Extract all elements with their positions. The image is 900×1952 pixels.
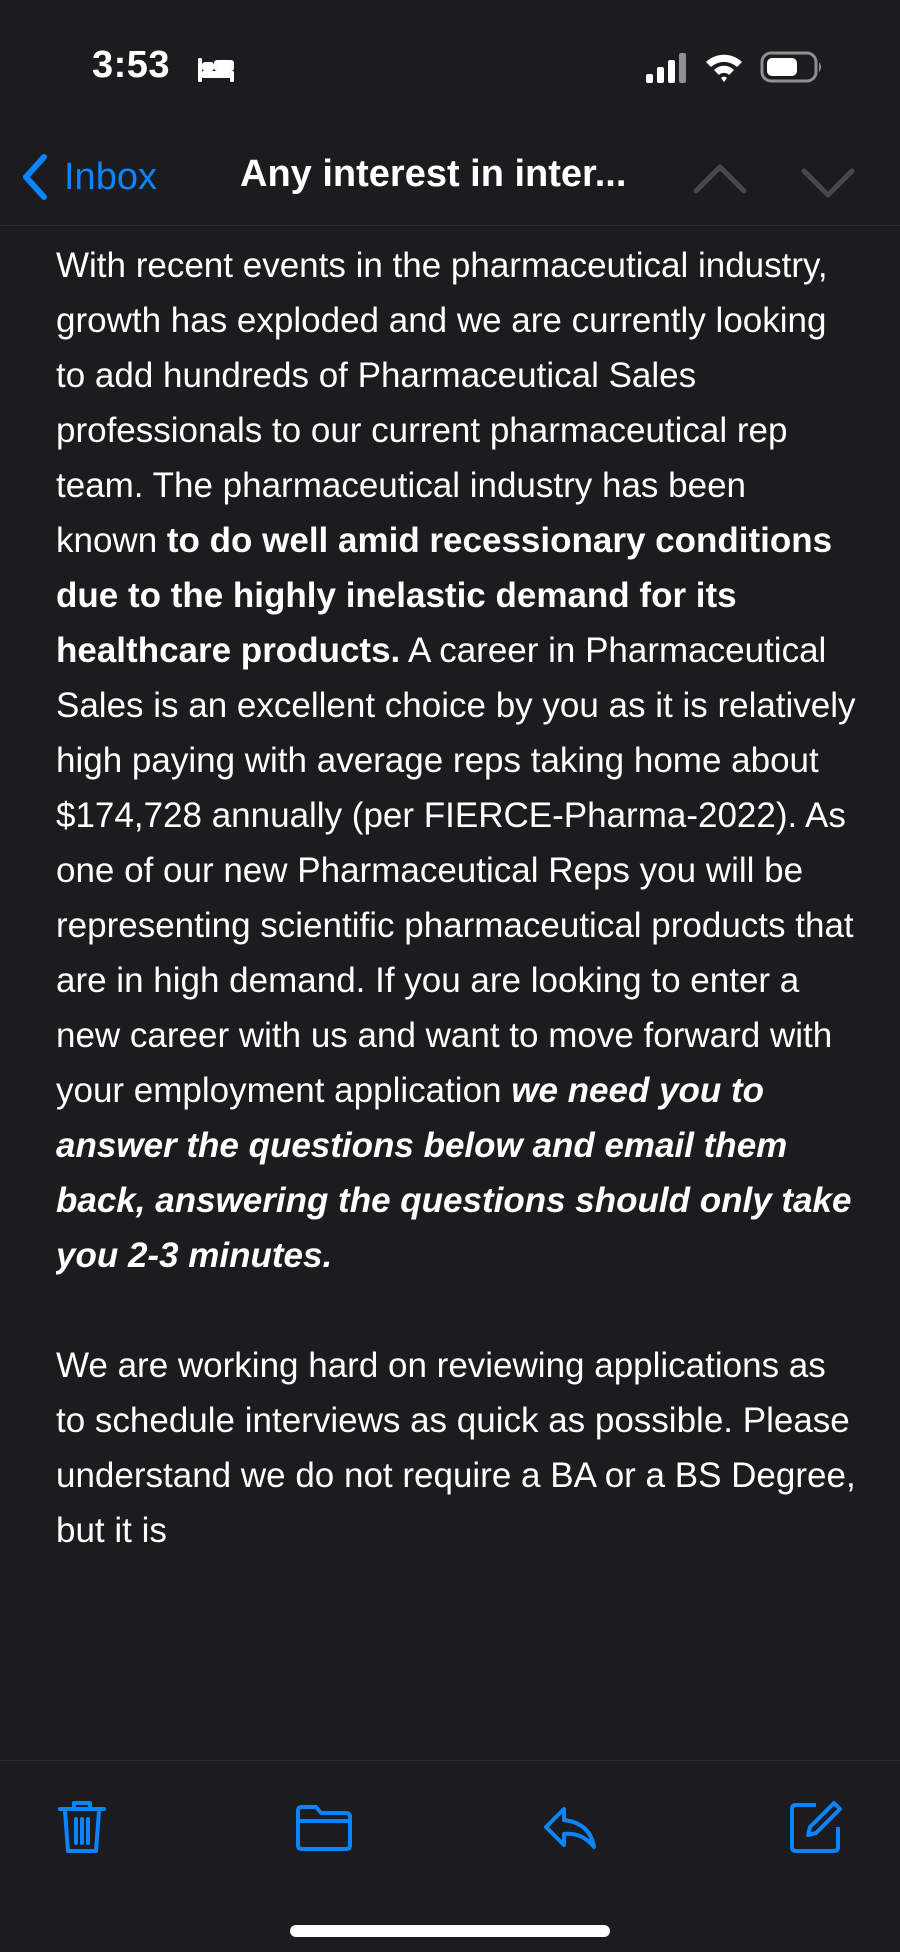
message-subject-title: Any interest in inter...: [240, 153, 627, 195]
folder-icon[interactable]: [294, 1797, 354, 1857]
status-time: 3:53: [92, 44, 171, 86]
paragraph-1-text-a: With recent events in the pharmaceutical industry, growth has exploded and we are currently looking to add hundreds of Pharmaceutical Sales professionals to our current pharmaceutical rep team. The pharmaceutical industry has been known: [56, 246, 828, 560]
mail-nav-bar: [0, 135, 900, 226]
cellular-signal-icon: [646, 52, 690, 84]
paragraph-1-bold-text: to do well amid recessionary conditions due to the highly inelastic demand for its healthcare products.: [56, 521, 833, 670]
paragraph-1-text-c: A career in Pharmaceutical Sales is an excellent choice by you as it is relatively high paying with average reps taking home about $174,728 annually (per FIERCE-Pharma-2022). As one of our new Pharmaceutical Reps you will be representing scientific pharmaceutical products that are in high demand. If you are looking to enter a new career with us and want to move forward with your employment application: [56, 631, 856, 1110]
message-body: [56, 238, 856, 1758]
compose-icon[interactable]: [786, 1797, 846, 1857]
chevron-left-icon: [18, 153, 50, 201]
status-bar: [0, 0, 900, 135]
trash-icon[interactable]: [52, 1797, 112, 1857]
bed-icon: [196, 54, 236, 84]
wifi-icon: [704, 50, 744, 84]
chevron-up-icon[interactable]: [692, 153, 748, 209]
message-paragraph-1: [56, 238, 856, 1283]
battery-icon: [760, 50, 824, 84]
chevron-down-icon[interactable]: [800, 153, 856, 209]
home-indicator[interactable]: [290, 1925, 610, 1937]
reply-icon[interactable]: [540, 1797, 600, 1857]
bottom-toolbar: [0, 1760, 900, 1952]
back-label: Inbox: [64, 155, 157, 198]
paragraph-1-bold-italic-text: we need you to answer the questions below and email them back, answering the questions should only take you 2-3 minutes.: [56, 1071, 852, 1275]
back-to-inbox-button[interactable]: [18, 147, 157, 207]
message-paragraph-2: We are working hard on reviewing applications as to schedule interviews as quick as possible. Please understand we do not require a BA or a BS Degree, but it is: [56, 1346, 856, 1550]
